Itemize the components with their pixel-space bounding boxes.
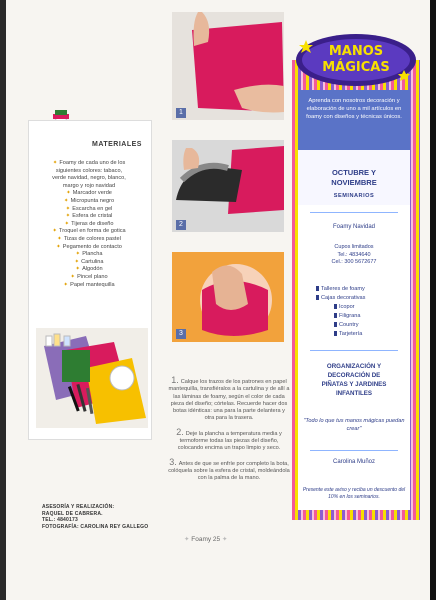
star-bullet-icon: ✦ [66, 190, 71, 197]
svg-text:MANOS: MANOS [328, 44, 384, 59]
star-bullet-icon: ✦ [70, 273, 76, 280]
diamond-icon: ✦ [220, 536, 228, 543]
ad-course-list [316, 285, 406, 339]
ad-seminars: SEMINARIOS [333, 193, 375, 199]
star-bullet-icon: ✦ [75, 266, 81, 273]
step3-photo [172, 252, 284, 342]
ad-intro: Aprenda con nosotros decoración y elaboración de uno a mil artículos en foamy con diseños y técnicas únicos. [306, 98, 402, 120]
manos-magicas-logo [292, 30, 420, 90]
instruction-step-3: 3. Antes de que se enfríe por completo la bota, colóquela sobre la esfera de cristal, moldeándola con la palma de la mano. [168, 456, 290, 482]
page-footer: ✦ Foamy 25 ✦ [184, 536, 228, 543]
materials-item: ✦ Tizas de colores pastel [57, 235, 121, 242]
step1-photo [172, 12, 284, 120]
materials-item: ✦ Papel mantequilla [63, 281, 115, 288]
materials-item: ✦ Tijeras de diseño [64, 220, 114, 227]
star-bullet-icon: ✦ [56, 243, 61, 250]
step2-number: 2 [176, 220, 186, 230]
instruction-step-2: 2. Deje la plancha a temperatura media y termoforme todas las piezas del diseño, colocando encima un trapo limpio y seco. [176, 426, 282, 452]
supplies-photo [36, 328, 148, 428]
materials-item: ✦ Foamy de cada uno de los [52, 160, 126, 166]
course-item: Tarjetería [316, 330, 406, 339]
course-item: Cajas decorativas [316, 294, 406, 303]
ad-dates: OCTUBRE Y NOVIEMBRE [331, 168, 377, 187]
bullet-icon [334, 313, 337, 318]
ad-quote: "Todo lo que tus manos mágicas puedan crear" [303, 418, 405, 432]
materials-item: verde navidad, negro, blanco, [52, 175, 126, 182]
divider [310, 350, 398, 351]
materials-item: margo y rojo navidad [62, 182, 116, 189]
star-bullet-icon: ✦ [65, 205, 71, 212]
bullet-icon [334, 304, 337, 309]
credits: ASESORÍA Y REALIZACIÓN: RAQUEL DE CABRERA. TEL.: 4840173 FOTOGRAFÍA: CAROLINA REY GALLEGO [42, 504, 149, 530]
course-item: Country [316, 321, 406, 330]
ad-signature: Carolina Muñoz [332, 459, 376, 465]
materials-item: ✦ Pegamento de contacto [56, 243, 122, 250]
materials-title: MATERIALES [92, 141, 142, 148]
ad-section: Foamy Navidad [332, 224, 376, 230]
star-bullet-icon: ✦ [52, 160, 58, 166]
step2-photo [172, 140, 284, 232]
course-item: Icopor [316, 303, 406, 312]
star-bullet-icon: ✦ [63, 197, 69, 204]
star-bullet-icon: ✦ [65, 213, 71, 220]
course-item: Talleres de foamy [316, 285, 406, 294]
star-bullet-icon: ✦ [57, 235, 62, 242]
star-bullet-icon: ✦ [64, 220, 70, 227]
materials-item: ✦ Marcador verde [66, 190, 112, 197]
ad-contact: Cupos limitados Tel.: 4834640 Cel.: 300 5672677 [331, 244, 377, 266]
diamond-icon: ✦ [184, 536, 192, 543]
materials-item: ✦ Pincel plano [70, 273, 108, 280]
materials-item: siguientes colores: tabaco, [55, 167, 123, 174]
svg-text:MÁGICAS: MÁGICAS [322, 60, 390, 75]
bullet-icon [334, 331, 337, 336]
materials-item: ✦ Troquel en forma de gotica [52, 228, 126, 235]
instruction-step-1: 1. Calque los trazos de los patrones en papel mantequilla, transfiéralos a la cartulina y de allí a las láminas de foamy, según el color de cada pieza del diseño; córtelas. Recuerde hacer dos botas idénticas: una para la parte delantera y otra para la trasera. [168, 375, 290, 422]
star-bullet-icon: ✦ [75, 251, 81, 258]
star-bullet-icon: ✦ [63, 281, 69, 288]
ad-organization: ORGANIZACIÓN Y DECORACIÓN DE PIÑATAS Y JARDINES INFANTILES [321, 363, 387, 397]
bullet-icon [334, 322, 337, 327]
materials-item: ✦ Algodón [75, 266, 103, 273]
bullet-icon [316, 286, 319, 291]
materials-item: ✦ Cartulina [74, 258, 104, 265]
materials-item: ✦ Escarcha en gel [65, 205, 113, 212]
star-bullet-icon: ✦ [74, 258, 80, 265]
materials-list [30, 160, 148, 289]
step3-number: 3 [176, 329, 186, 339]
divider [310, 212, 398, 213]
page-edge [430, 0, 436, 600]
materials-item: ✦ Plancha [75, 251, 103, 258]
instructions [168, 377, 290, 489]
star-bullet-icon: ✦ [52, 228, 58, 235]
divider [310, 450, 398, 451]
materials-item: ✦ Micropunta negro [63, 197, 115, 204]
course-item: Filigrana [316, 312, 406, 321]
step1-number: 1 [176, 108, 186, 118]
ad-promo: Presente este aviso y reciba un descuento del 10% en los seminarios. [302, 487, 406, 500]
bullet-icon [316, 295, 319, 300]
materials-item: ✦ Esfera de cristal [65, 213, 113, 220]
